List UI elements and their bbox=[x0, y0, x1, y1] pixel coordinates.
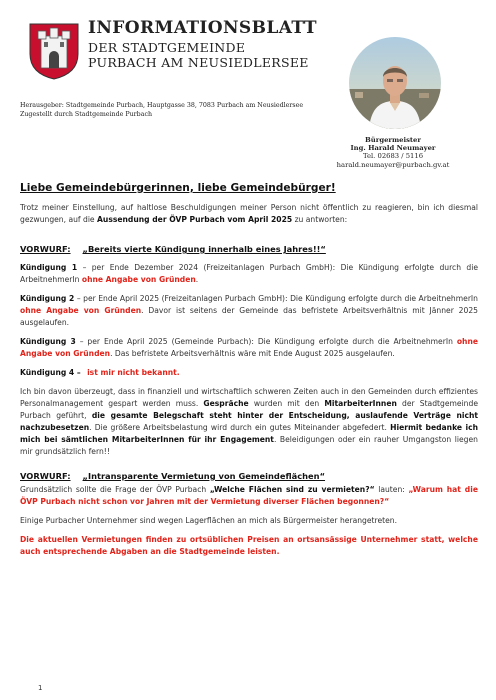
p5-i: . Beleidigungen oder ein rauher Umgangston liegen mir grundsätzlich fern!! bbox=[20, 435, 478, 456]
intro-text: Trotz meiner Einstellung, auf haltlose Beschuldigungen meiner Person nicht öffentlich zu reagieren, bin ich diesmal gezwungen, auf die bbox=[20, 203, 478, 224]
header-title-block bbox=[88, 18, 317, 70]
p5-e: der Stadtgemeinde Purbach geführt, bbox=[20, 399, 478, 420]
personnel-paragraph bbox=[20, 386, 478, 458]
rental-p1-c: lauten: bbox=[374, 485, 409, 494]
p5-a: Ich bin davon überzeugt, dass in finanziell und wirtschaftlich schweren Zeiten auch in den Gemeinden durch effizientes Personalmanagement gespart werden muss. bbox=[20, 387, 478, 408]
section-2-label: VORWURF: bbox=[20, 471, 71, 481]
document-title: INFORMATIONSBLATT bbox=[88, 18, 317, 38]
rental-paragraph-3: Die aktuellen Vermietungen finden zu ortsüblichen Preisen an ortsansässige Unternehmer statt, welche auch entsprechende Abgaben an die Stadtgemeinde leisten. bbox=[20, 535, 478, 556]
k1-end: . bbox=[195, 275, 199, 284]
p5-c: wurden mit den bbox=[248, 399, 325, 408]
p5-b: Gespräche bbox=[203, 399, 249, 408]
mayor-email[interactable]: harald.neumayer@purbach.gv.at bbox=[336, 160, 450, 169]
mayor-portrait-photo bbox=[349, 37, 441, 129]
intro-text-end: zu antworten: bbox=[292, 215, 348, 224]
k2-red: ohne Angabe von Gründen bbox=[20, 306, 142, 315]
intro-bold: Aussendung der ÖVP Purbach vom April 2025 bbox=[97, 215, 293, 224]
section-heading-1 bbox=[20, 243, 478, 255]
greeting: Liebe Gemeindebürgerinnen, liebe Gemeindebürger! bbox=[20, 182, 336, 194]
p5-f: die gesamte Belegschaft steht hinter der Entscheidung, auslaufende Verträge nicht nachzubesetzen bbox=[20, 411, 479, 432]
letter-body bbox=[20, 181, 478, 565]
k3-text: – per Ende April 2025 (Gemeinde Purbach): Die Kündigung erfolgte durch die ArbeitnehmerIn bbox=[75, 337, 457, 346]
k4-end: . bbox=[176, 368, 180, 377]
k3-red: ohne Angabe von Gründen bbox=[20, 337, 479, 358]
rental-paragraph-2: Einige Purbacher Unternehmer sind wegen Lagerflächen an mich als Bürgermeister herangetreten. bbox=[20, 516, 398, 525]
p5-h: Hiermit bedanke ich mich bei sämtlichen MitarbeiterInnen für ihr Engagement bbox=[20, 423, 478, 444]
k3-end: . Das befristete Arbeitsverhältnis wäre mit Ende August 2025 ausgelaufen. bbox=[110, 349, 395, 358]
kuendigung-3 bbox=[20, 336, 478, 360]
section-heading-2 bbox=[20, 470, 478, 482]
document-subtitle-2: PURBACH AM NEUSIEDLERSEE bbox=[88, 55, 309, 70]
section-1-label: VORWURF: bbox=[20, 244, 71, 254]
p5-d: MitarbeiterInnen bbox=[324, 399, 397, 408]
k4-red: ist mir nicht bekannt bbox=[87, 368, 177, 377]
section-2-quote: „Intransparente Vermietung von Gemeindeflächen“ bbox=[82, 471, 326, 481]
k3-label: Kündigung 3 bbox=[20, 337, 76, 346]
document-subtitle-1: DER STADTGEMEINDE bbox=[88, 40, 246, 55]
mayor-contact bbox=[318, 136, 468, 169]
mayor-role: Bürgermeister bbox=[365, 136, 421, 144]
rental-paragraph-1 bbox=[20, 484, 478, 508]
k2-end: . Davor ist seitens der Gemeinde das befristete Arbeitsverhältnis mit Jänner 2025 ausgelaufen. bbox=[20, 306, 478, 327]
k2-label: Kündigung 2 bbox=[20, 294, 75, 303]
k2-text: – per Ende April 2025 (Freizeitanlagen Purbach GmbH): Die Kündigung erfolgte durch die ArbeitnehmerIn bbox=[74, 294, 478, 303]
section-1-quote: „Bereits vierte Kündigung innerhalb eines Jahres!!“ bbox=[82, 244, 326, 254]
k1-label: Kündigung 1 bbox=[20, 263, 78, 272]
kuendigung-2 bbox=[20, 293, 478, 329]
rental-p1-red: „Warum hat die ÖVP Purbach nicht schon vor Jahren mit der Vermietung diverser Flächen begonnen?“ bbox=[20, 485, 478, 506]
mayor-phone: Tel. 02683 / 5116 bbox=[362, 152, 424, 161]
mayor-name: Ing. Harald Neumayer bbox=[350, 144, 436, 153]
k1-text: – per Ende Dezember 2024 (Freizeitanlagen Purbach GmbH): Die Kündigung erfolgte durch die ArbeitnehmerIn bbox=[20, 263, 478, 284]
k4-label: Kündigung 4 – bbox=[20, 368, 81, 377]
intro-paragraph bbox=[20, 202, 478, 226]
publisher-line: Herausgeber: Stadtgemeinde Purbach, Hauptgasse 38, 7083 Purbach am Neusiedlersee bbox=[20, 102, 304, 109]
rental-p1-a: Grundsätzlich sollte die Frage der ÖVP Purbach bbox=[20, 485, 210, 494]
rental-p1-b: „Welche Flächen sind zu vermieten?“ bbox=[209, 485, 375, 494]
p5-g: . Die größere Arbeitsbelastung wird durch ein gutes Miteinander abgefedert. bbox=[89, 423, 391, 432]
coat-of-arms-logo bbox=[28, 22, 80, 80]
kuendigung-4 bbox=[20, 367, 478, 379]
k1-red: ohne Angabe von Gründen bbox=[81, 275, 196, 284]
publisher-info bbox=[20, 101, 303, 119]
kuendigung-1 bbox=[20, 262, 478, 286]
delivery-line: Zugestellt durch Stadtgemeinde Purbach bbox=[20, 111, 153, 118]
page-number: 1 bbox=[38, 684, 43, 692]
